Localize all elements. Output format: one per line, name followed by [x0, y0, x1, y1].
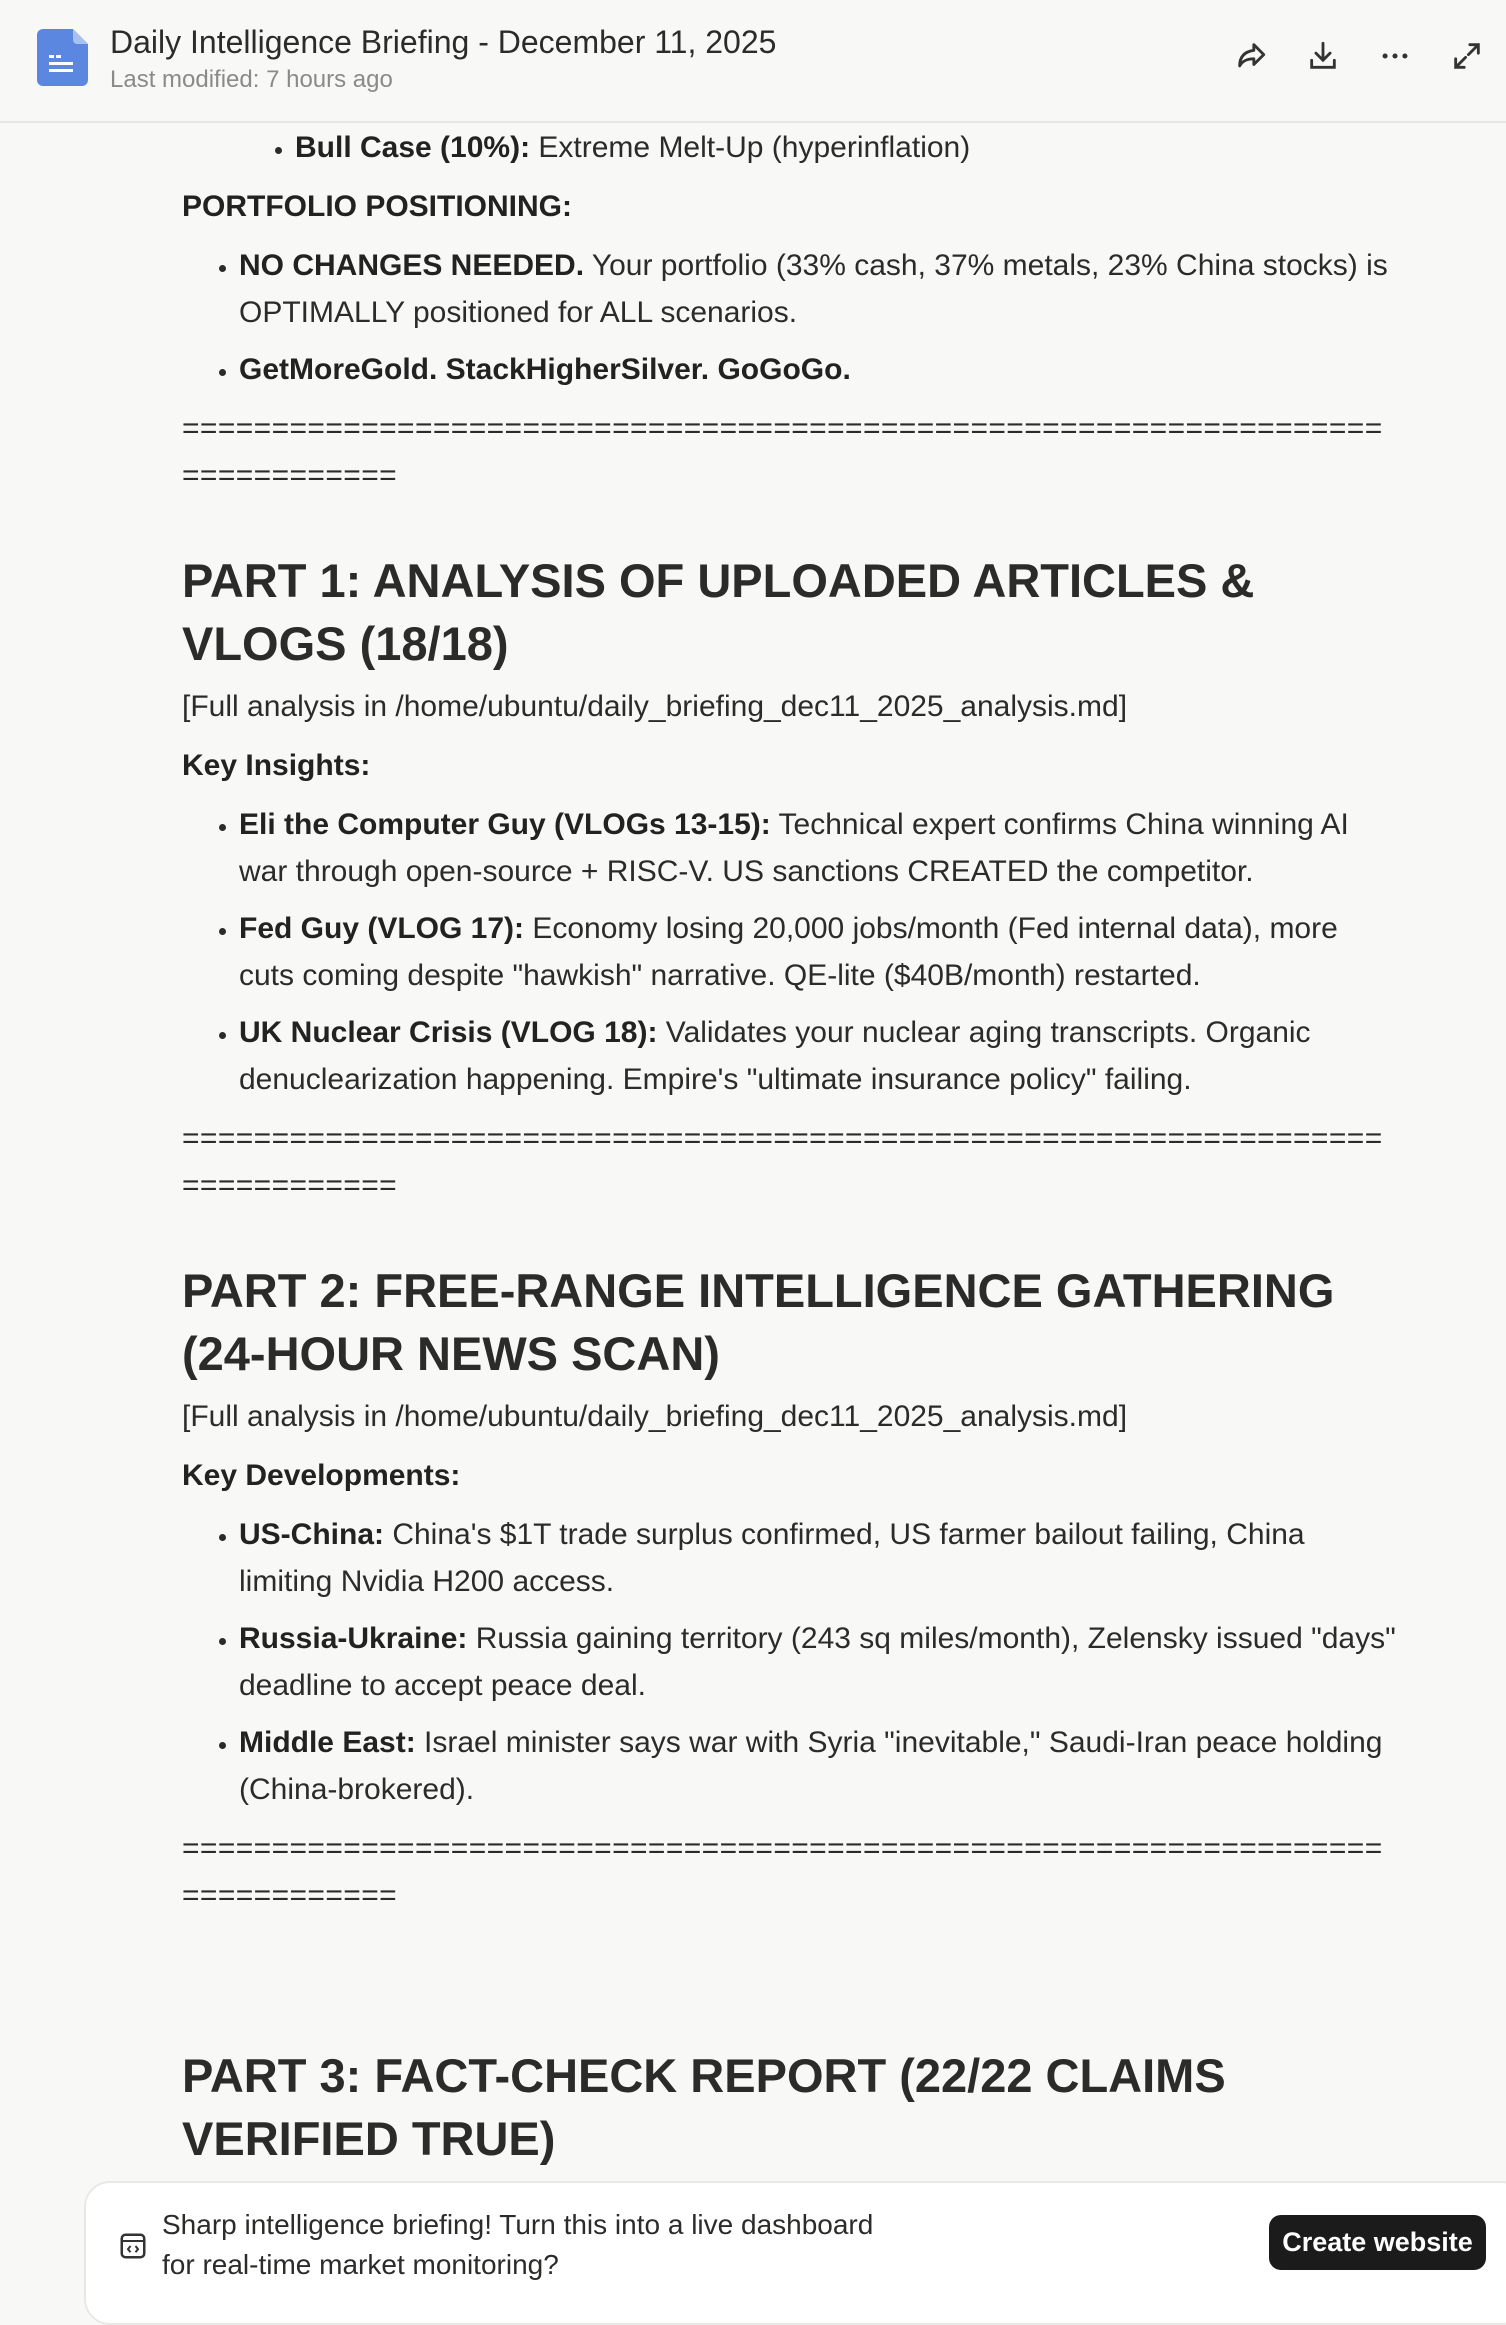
part3-heading: PART 3: FACT-CHECK REPORT (22/22 CLAIMS VERIFIED TRUE) [182, 2049, 1226, 2165]
portfolio-list [182, 242, 1397, 393]
document-body [182, 124, 1397, 1931]
document-header [0, 0, 1506, 123]
list-item [239, 242, 1397, 336]
expand-icon [1450, 39, 1484, 73]
part1-subheading [182, 742, 1397, 789]
item-text: Israel minister says war with Syria "inevitable," Saudi-Iran peace holding (China-brokered). [239, 1726, 1383, 1806]
subheading-text: Key Developments: [182, 1459, 461, 1492]
create-website-button[interactable]: Create website [1269, 2215, 1486, 2270]
item-label: Bull Case (10%): [295, 131, 531, 164]
expand-button[interactable] [1447, 36, 1487, 76]
share-button[interactable] [1231, 36, 1271, 76]
item-text: Extreme Melt-Up (hyperinflation) [530, 131, 971, 164]
download-icon [1306, 39, 1340, 73]
last-modified: Last modified: 7 hours ago [110, 66, 393, 93]
part2-list [182, 1511, 1397, 1813]
item-label: NO CHANGES NEEDED. [239, 249, 585, 282]
separator: =============================================================================== [182, 1832, 1383, 1912]
list-item [239, 1615, 1397, 1709]
banner-message: Sharp intelligence briefing! Turn this into a live dashboard for real-time market monitoring? [162, 2209, 874, 2280]
document-icon [37, 29, 88, 86]
item-label: Fed Guy (VLOG 17): [239, 912, 525, 945]
part2-note: [Full analysis in /home/ubuntu/daily_briefing_dec11_2025_analysis.md] [182, 1400, 1128, 1433]
part2-subheading [182, 1452, 1397, 1499]
list-item [239, 346, 1397, 393]
list-item [239, 1719, 1397, 1813]
heading-text: PORTFOLIO POSITIONING: [182, 190, 572, 223]
item-label: GetMoreGold. StackHigherSilver. GoGoGo. [239, 353, 851, 386]
subheading-text: Key Insights: [182, 749, 371, 782]
suggestion-banner [84, 2181, 1506, 2325]
part1-list [182, 801, 1397, 1103]
scenario-list [182, 124, 1397, 171]
list-item [295, 124, 1397, 171]
item-text: Technical expert confirms China winning AI war through open-source + RISC-V. US sanctions CREATED the competitor. [239, 808, 1349, 888]
download-button[interactable] [1303, 36, 1343, 76]
part2-heading: PART 2: FREE-RANGE INTELLIGENCE GATHERING (24-HOUR NEWS SCAN) [182, 1264, 1335, 1380]
portfolio-heading [182, 183, 1397, 230]
item-text: Your portfolio (33% cash, 37% metals, 23% China stocks) is OPTIMALLY positioned for ALL scenarios. [239, 249, 1388, 329]
document-title: Daily Intelligence Briefing - December 11, 2025 [110, 24, 777, 60]
item-label: US-China: [239, 1518, 384, 1551]
separator: =============================================================================== [182, 412, 1383, 492]
part1-note: [Full analysis in /home/ubuntu/daily_briefing_dec11_2025_analysis.md] [182, 690, 1128, 723]
list-item [239, 905, 1397, 999]
list-item [239, 1009, 1397, 1103]
item-label: Eli the Computer Guy (VLOGs 13-15): [239, 808, 771, 841]
item-label: Middle East: [239, 1726, 416, 1759]
list-item [239, 1511, 1397, 1605]
item-text: Economy losing 20,000 jobs/month (Fed internal data), more cuts coming despite "hawkish" narrative. QE-lite ($40B/month) restarted. [239, 912, 1338, 992]
more-icon [1378, 39, 1412, 73]
more-button[interactable] [1375, 36, 1415, 76]
item-text: Russia gaining territory (243 sq miles/month), Zelensky issued "days" deadline to accept peace deal. [239, 1622, 1396, 1702]
share-icon [1234, 39, 1268, 73]
code-window-icon [118, 2231, 148, 2261]
item-label: UK Nuclear Crisis (VLOG 18): [239, 1016, 658, 1049]
item-label: Russia-Ukraine: [239, 1622, 468, 1655]
item-text: Validates your nuclear aging transcripts. Organic denuclearization happening. Empire's "ultimate insurance policy" failing. [239, 1016, 1311, 1096]
list-item [239, 801, 1397, 895]
separator: =============================================================================== [182, 1122, 1383, 1202]
item-text: China's $1T trade surplus confirmed, US farmer bailout failing, China limiting Nvidia H200 access. [239, 1518, 1305, 1598]
part1-heading: PART 1: ANALYSIS OF UPLOADED ARTICLES & VLOGS (18/18) [182, 554, 1255, 670]
